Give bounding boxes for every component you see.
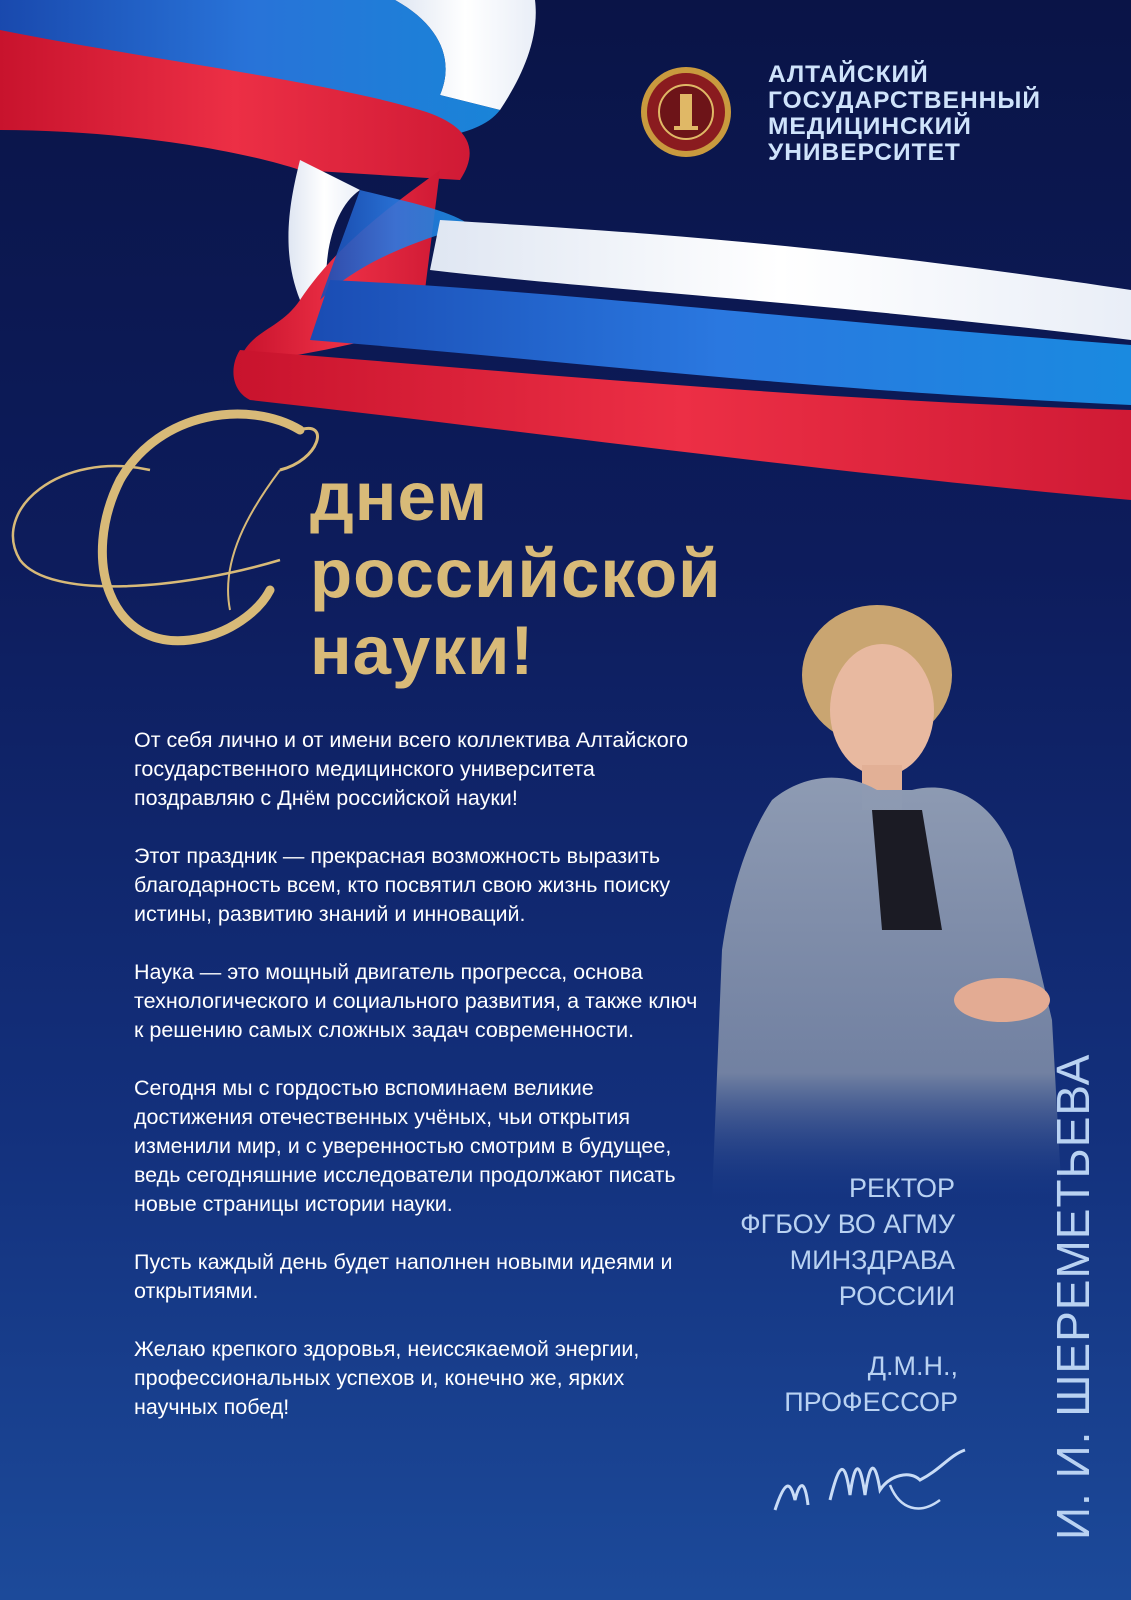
position-line-3: МИНЗДРАВА — [789, 1245, 955, 1275]
university-name-line-4: УНИВЕРСИТЕТ — [768, 139, 961, 166]
handwritten-signature — [770, 1440, 970, 1520]
university-name-line-1: АЛТАЙСКИЙ — [768, 61, 929, 88]
position-line-4: РОССИИ — [838, 1281, 955, 1311]
portrait-photo — [712, 600, 1082, 1200]
message-paragraph: Наука — это мощный двигатель прогресса, основа технологического и социального развития, а также ключ к решению самых сложных задач современности. — [134, 960, 698, 1042]
message-paragraph: Желаю крепкого здоровья, неиссякаемой энергии, профессиональных успехов и, конечно же, ярких научных побед! — [134, 1337, 640, 1419]
signatory-degree — [658, 1348, 958, 1420]
message-paragraph: Сегодня мы с гордостью вспоминаем великие достижения отечественных учёных, чьи открытия изменили мир, и с уверенностью смотрим в будущее, ведь сегодняшние исследователи продолжают писать новые страницы истории науки. — [134, 1076, 676, 1216]
degree-line-1: Д.М.Н., — [867, 1351, 958, 1381]
message-paragraph: Этот праздник — прекрасная возможность выразить благодарность всем, кто посвятил свою жизнь поиску истины, развитию знаний и инноваций. — [134, 844, 671, 926]
university-name — [768, 62, 1118, 166]
degree-line-2: ПРОФЕССОР — [784, 1387, 958, 1417]
message-paragraph: Пусть каждый день будет наполнен новыми идеями и открытиями. — [134, 1250, 673, 1303]
greeting-title — [310, 458, 722, 689]
university-seal-icon — [640, 66, 732, 158]
title-line-2: российской — [310, 535, 722, 612]
university-name-line-3: МЕДИЦИНСКИЙ — [768, 113, 972, 140]
title-line-1: днем — [310, 458, 488, 535]
script-letter-text: С — [0, 400, 1, 401]
message-paragraph: От себя лично и от имени всего коллектива Алтайского государственного медицинского университета поздравляю с Днём российской науки! — [134, 728, 689, 810]
script-letter-c — [0, 400, 340, 690]
signatory-name: И. И. ШЕРЕМЕТЬЕВА — [1047, 1053, 1099, 1540]
position-line-1: РЕКТОР — [848, 1173, 955, 1203]
greeting-message — [134, 726, 704, 1451]
position-line-2: ФГБОУ ВО АГМУ — [740, 1209, 955, 1239]
university-name-line-2: ГОСУДАРСТВЕННЫЙ — [768, 87, 1041, 114]
signatory-position — [635, 1170, 955, 1314]
title-line-3: науки! — [310, 612, 535, 689]
